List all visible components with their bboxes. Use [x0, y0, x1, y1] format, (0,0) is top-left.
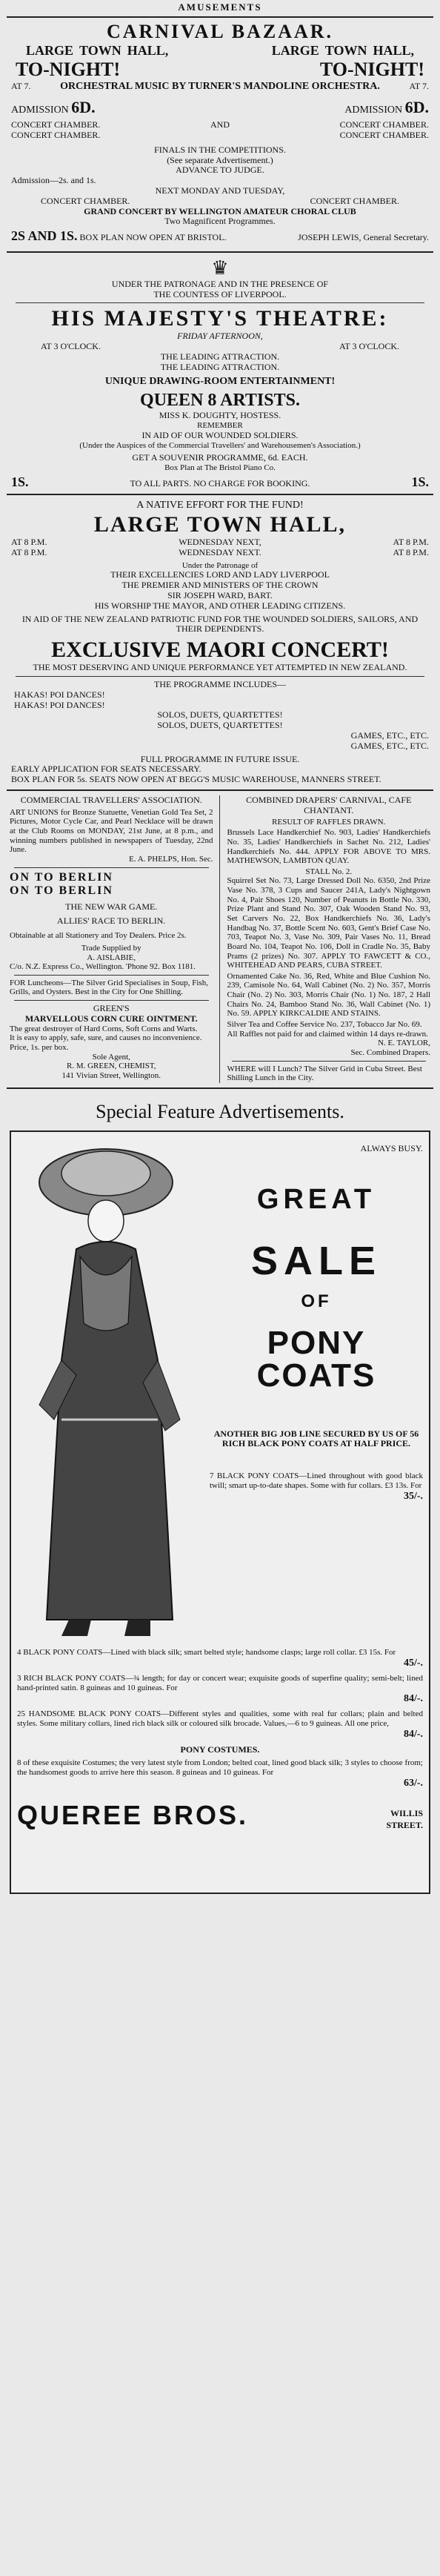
divider	[7, 1087, 433, 1089]
venue-right-2: TOWN	[324, 43, 367, 58]
hostess: MISS K. DOUGHTY, HOSTESS.	[159, 410, 281, 421]
mayor: HIS WORSHIP THE MAYOR, AND OTHER LEADING CITIZENS.	[94, 600, 346, 611]
venue-left-2: TOWN	[79, 43, 121, 58]
aid-fund: IN AID OF THE NEW ZEALAND PATRIOTIC FUND FOR THE WOUNDED SOLDIERS, SAILORS, AND THEIR DEPENDENTS.	[21, 613, 419, 635]
see-separate: (See separate Advertisement.)	[167, 154, 273, 165]
advance: ADVANCE TO JUDGE.	[176, 165, 264, 176]
souvenir: GET A SOUVENIR PROGRAMME, 6d. EACH.	[132, 452, 308, 463]
small-ads-columns	[7, 795, 433, 1083]
hakas-1: HAKAS! POI DANCES!	[14, 689, 105, 700]
always-busy: ALWAYS BUSY.	[360, 1142, 423, 1153]
item-3: 3 RICH BLACK PONY COATS—¾ length; for day or concert wear; exquisite goods of superfine quality; semi-belt; lined hand-printed satin. 8 guineas and 10 guineas. For	[17, 1674, 423, 1692]
at8-a: AT 8 P.M.	[11, 537, 47, 548]
at8-b: AT 8 P.M.	[393, 537, 429, 548]
tonight-right: TO-NIGHT!	[319, 59, 424, 80]
finals: FINALS IN THE COMPETITIONS.	[154, 144, 286, 155]
lady-illustration	[17, 1138, 202, 1642]
concert-and: AND	[210, 119, 230, 130]
carnival-list: Ornamented Cake No. 36, Red, White and Blue Cushion No. 239, Camisole No. 64, Wall Cabinet (No. 2) No. 357, Morris Chair (No. 2) No. 303, Morris Chair (No. 1) No. 187, 2 Hall Chairs No. 24, Bamboo Stand No. 36, Wall Cabinet (No. 1) No. 59. APPLY KIRKCALDIE AND STAINS.	[227, 971, 430, 1019]
queree-ad	[10, 1130, 430, 1894]
crown-icon: ♛	[211, 256, 229, 279]
berlin-1: ON TO BERLIN	[10, 870, 113, 884]
admission-right-price: 6D.	[404, 97, 429, 116]
concert-right: CONCERT CHAMBER.	[339, 119, 429, 130]
venue-left-3: HALL,	[127, 43, 169, 58]
prices: 2S AND 1S.	[11, 228, 78, 244]
next-dates: NEXT MONDAY AND TUESDAY,	[155, 185, 285, 196]
solos-1: SOLOS, DUETS, QUARTETTES!	[157, 709, 283, 721]
concert-right-2: CONCERT CHAMBER.	[339, 129, 429, 140]
venue-right-3: HALL,	[373, 43, 414, 58]
venue-left-1: LARGE	[26, 43, 74, 58]
item-2: 4 BLACK PONY COATS—Lined with black silk; smart belted style; handsome clasps; large roll collar. £3 15s. For	[17, 1647, 396, 1657]
deserving: THE MOST DESERVING AND UNIQUE PERFORMANCE YET ATTEMPTED IN NEW ZEALAND.	[33, 662, 407, 673]
auspices: (Under the Auspices of the Commercial Travellers' and Warehousemen's Association.)	[79, 440, 361, 450]
costumes-text: 8 of these exquisite Costumes; the very latest style from London; belted coat, lined good black silk; 3 styles to choose from; the handsomest goods to arrive here this season. 8 guineas and 10 guineas. For	[17, 1758, 423, 1777]
leading-1: THE LEADING ATTRACTION.	[160, 351, 280, 362]
drapers-title: COMBINED DRAPERS' CARNIVAL, CAFE CHANTANT.	[246, 795, 412, 815]
queree-brand: QUEREE BROS.	[17, 1800, 249, 1831]
at-right: AT 7.	[409, 81, 429, 91]
carnival-bazaar-ad	[7, 18, 433, 247]
new-war-game: THE NEW WAR GAME.	[65, 901, 158, 912]
great: GREAT	[256, 1183, 376, 1215]
maori-box-plan: BOX PLAN FOR 5s. SEATS NOW OPEN AT BEGG'S MUSIC WAREHOUSE, MANNERS STREET.	[11, 774, 381, 785]
item-1: 7 BLACK PONY COATS—Lined throughout with good black twill; smart up-to-date shapes. Some with fur collars. £3 13s. For	[210, 1471, 423, 1490]
divider	[7, 494, 433, 495]
destroyer: The great destroyer of Hard Corns, Soft Corns and Warts.	[10, 1024, 198, 1033]
raffles-list: Brussels Lace Handkerchief No. 903, Ladies' Handkerchiefs No. 35, Ladies' Handkerchiefs in Sachet No. 212, Ladies' Handkerchiefs No. 444. APPLY FOR ABOVE TO MRS. MATHEWSON, LAMBTON QUAY.	[227, 828, 430, 866]
remember: REMEMBER	[197, 421, 243, 431]
venue-left	[26, 43, 168, 59]
obtainable: Obtainable at all Stationery and Toy Dealers. Price 2s.	[10, 931, 187, 941]
nz-express: C/o. N.Z. Express Co., Wellington. 'Phone 92. Box 1181.	[10, 962, 196, 972]
box-plan: BOX PLAN NOW OPEN AT BRISTOL.	[79, 232, 227, 243]
trade-supplied: Trade Supplied by	[81, 943, 141, 953]
art-unions: ART UNIONS for Bronze Statuette, Venetian Gold Tea Set, 2 Pictures, Motor Cycle Car, and Pearl Necklace will be drawn at the Club Rooms on MONDAY, 21st June, at 8 p.m., and winning numbers published in newspapers of Tuesday, 22nd June.	[10, 807, 213, 855]
admission-right: ADMISSION	[344, 104, 403, 116]
divider	[7, 251, 433, 253]
unclaimed: All Raffles not paid for and claimed within 14 days re-drawn.	[227, 1029, 428, 1039]
concert-chamber-2: CONCERT CHAMBER.	[310, 195, 399, 206]
at3-right: AT 3 O'CLOCK.	[339, 341, 399, 352]
concert-left-2: CONCERT CHAMBER.	[11, 129, 101, 140]
allies-race: ALLIES' RACE TO BERLIN.	[57, 915, 166, 927]
patronage: UNDER THE PATRONAGE AND IN THE PRESENCE OF	[111, 278, 329, 289]
exclusive-maori: EXCLUSIVE MAORI CONCERT!	[51, 638, 389, 663]
aislabie: A. AISLABIE,	[87, 953, 136, 962]
wed-1: WEDNESDAY NEXT,	[179, 537, 261, 548]
divider	[7, 789, 433, 791]
willis: WILLIS	[390, 1808, 423, 1819]
venue-right	[272, 43, 414, 59]
where-lunch: WHERE will I Lunch? The Silver Grid in Cuba Street. Best Shilling Lunch in the City.	[227, 1064, 422, 1083]
ward: SIR JOSEPH WARD, BART.	[167, 590, 273, 601]
item-4-price: 84/-.	[403, 1728, 423, 1740]
concert-chamber-1: CONCERT CHAMBER.	[41, 195, 130, 206]
under-patronage: Under the Patronage of	[181, 560, 259, 570]
item-2-price: 45/-.	[403, 1657, 423, 1669]
street: STREET.	[386, 1819, 423, 1830]
leading-2: THE LEADING ATTRACTION.	[160, 361, 280, 372]
special-title: Special Feature Advertisements.	[96, 1100, 344, 1122]
at-left: AT 7.	[11, 81, 31, 91]
woman-in-coat-illustration	[17, 1138, 202, 1642]
pony-coats: PONY COATS	[256, 1324, 376, 1394]
section-header: AMUSEMENTS	[7, 0, 433, 18]
native-effort: A NATIVE EFFORT FOR THE FUND!	[136, 500, 304, 511]
taylor: N. E. TAYLOR,	[378, 1039, 430, 1048]
item-3-price: 84/-.	[403, 1692, 423, 1704]
raffles-result: RESULT OF RAFFLES DRAWN.	[272, 817, 386, 827]
easy-apply: It is easy to apply, safe, sure, and causes no inconvenience. Price, 1s. per box.	[10, 1033, 202, 1052]
unique: UNIQUE DRAWING-ROOM ENTERTAINMENT!	[104, 375, 336, 387]
two-programmes: Two Magnificent Programmes.	[164, 216, 276, 227]
price-left: 1S.	[11, 474, 29, 489]
concert-left: CONCERT CHAMBER.	[11, 119, 101, 130]
greens: GREEN'S	[93, 1003, 130, 1014]
excellencies: THEIR EXCELLENCIES LORD AND LADY LIVERPOOL	[110, 569, 330, 580]
wed-2: WEDNESDAY NEXT.	[179, 547, 261, 558]
of: OF	[301, 1291, 332, 1311]
item-1-price: 35/-.	[403, 1490, 423, 1502]
vivian-street: 141 Vivian Street, Wellington.	[61, 1070, 161, 1080]
friday: FRIDAY AFTERNOON,	[177, 331, 263, 342]
maori-concert-ad	[7, 500, 433, 785]
early-application: EARLY APPLICATION FOR SEATS NECESSARY.	[11, 764, 201, 775]
left-column	[10, 795, 220, 1083]
all-parts: TO ALL PARTS. NO CHARGE FOR BOOKING.	[130, 477, 310, 489]
orchestral: ORCHESTRAL MUSIC BY TURNER'S MANDOLINE ORCHESTRA.	[60, 81, 380, 92]
venue-right-1: LARGE	[271, 43, 319, 58]
his-majestys-ad	[7, 257, 433, 490]
price-right: 1S.	[411, 474, 429, 489]
premier: THE PREMIER AND MINISTERS OF THE CROWN	[121, 580, 319, 591]
admission-left-price: 6D.	[71, 97, 96, 116]
item-4: 25 HANDSOME BLACK PONY COATS—Different styles and qualities, some with real fur collars; plain and belted styles. Some military collars, lined rich black silk or coloured silk brocade. Values,—6 to 9 guineas. All one price,	[17, 1709, 423, 1729]
admission-line: Admission—2s. and 1s.	[11, 175, 96, 186]
silver-grid-ad: FOR Luncheons—The Silver Grid Specialises in Soup, Fish, Grills, and Oysters. Best in the City for One Shilling.	[10, 978, 208, 997]
stall-2: STALL No. 2.	[305, 867, 353, 876]
ct-title: COMMERCIAL TRAVELLERS' ASSOCIATION.	[20, 795, 202, 805]
costumes-price: 63/-.	[403, 1777, 423, 1789]
berlin-2: ON TO BERLIN	[10, 884, 113, 897]
queen-artists: QUEEN 8 ARTISTS.	[140, 391, 300, 411]
games-1: GAMES, ETC., ETC.	[350, 730, 429, 741]
carnival-title: CARNIVAL BAZAAR.	[106, 21, 334, 42]
ct-signature: E. A. PHELPS, Hon. Sec.	[129, 855, 213, 864]
sole-agent: Sole Agent,	[92, 1052, 130, 1062]
maori-title: LARGE TOWN HALL,	[93, 512, 347, 537]
programme-includes: THE PROGRAMME INCLUDES—	[153, 679, 286, 690]
theatre-title: HIS MAJESTY'S THEATRE:	[51, 306, 389, 331]
solos-2: SOLOS, DUETS, QUARTETTES!	[157, 720, 283, 731]
stall-2-list: Squirrel Set No. 73, Large Dressed Doll No. 6350, 2nd Prize Vase No. 378, 3 Cups and Saucer 241A, Lady's Nightgown No. 4, Pair Shoes 120, Number of Peanuts in Bottle No. 330, Prize Plant and Stand No. 307, Oak Wooden Stand No. 93, Set Carvers No. 22, Box Handkerchiefs No. 36, Lady's Handbag No. 37, Bottle Scent No. 603, Gent's Brief Case No. 703, Teapot No. 3, Vase No. 309, Pair Vases No. 11, Bread Board No. 104, Teapot No. 106, Doll in Cradle No. 35, Baby Prams (2 prizes) No. 307. APPLY TO FAWCETT & CO., WHITEHEAD AND PEARS, CUBA STREET.	[227, 876, 430, 970]
green-chemist: R. M. GREEN, CHEMIST,	[67, 1062, 156, 1071]
at3-left: AT 3 O'CLOCK.	[41, 341, 101, 352]
corn-cure: MARVELLOUS CORN CURE OINTMENT.	[24, 1013, 198, 1024]
at8-d: AT 8 P.M.	[393, 547, 429, 558]
right-column	[227, 795, 431, 1083]
full-programme: FULL PROGRAMME IN FUTURE ISSUE.	[140, 753, 300, 764]
another-big-job: ANOTHER BIG JOB LINE SECURED BY US OF 56 RICH BLACK PONY COATS AT HALF PRICE.	[213, 1428, 419, 1449]
taylor-sec: Sec. Combined Drapers.	[350, 1047, 430, 1057]
countess: THE COUNTESS OF LIVERPOOL.	[153, 288, 287, 299]
box-plan-bristol: Box Plan at The Bristol Piano Co.	[164, 463, 276, 473]
grand-concert: GRAND CONCERT BY WELLINGTON AMATEUR CHORAL CLUB	[84, 205, 356, 216]
silver-tea: Silver Tea and Coffee Service No. 237, Tobacco Jar No. 69.	[227, 1020, 422, 1030]
admission-left: ADMISSION	[11, 104, 69, 116]
sale: SALE	[250, 1238, 382, 1283]
aid: IN AID OF OUR WOUNDED SOLDIERS.	[141, 429, 299, 440]
at8-c: AT 8 P.M.	[11, 547, 47, 558]
games-2: GAMES, ETC., ETC.	[350, 740, 429, 751]
hakas-2: HAKAS! POI DANCES!	[14, 699, 105, 710]
tonight-left: TO-NIGHT!	[16, 59, 121, 80]
carnival-signature: JOSEPH LEWIS, General Secretary.	[298, 232, 429, 243]
pony-costumes: PONY COSTUMES.	[180, 1744, 260, 1755]
